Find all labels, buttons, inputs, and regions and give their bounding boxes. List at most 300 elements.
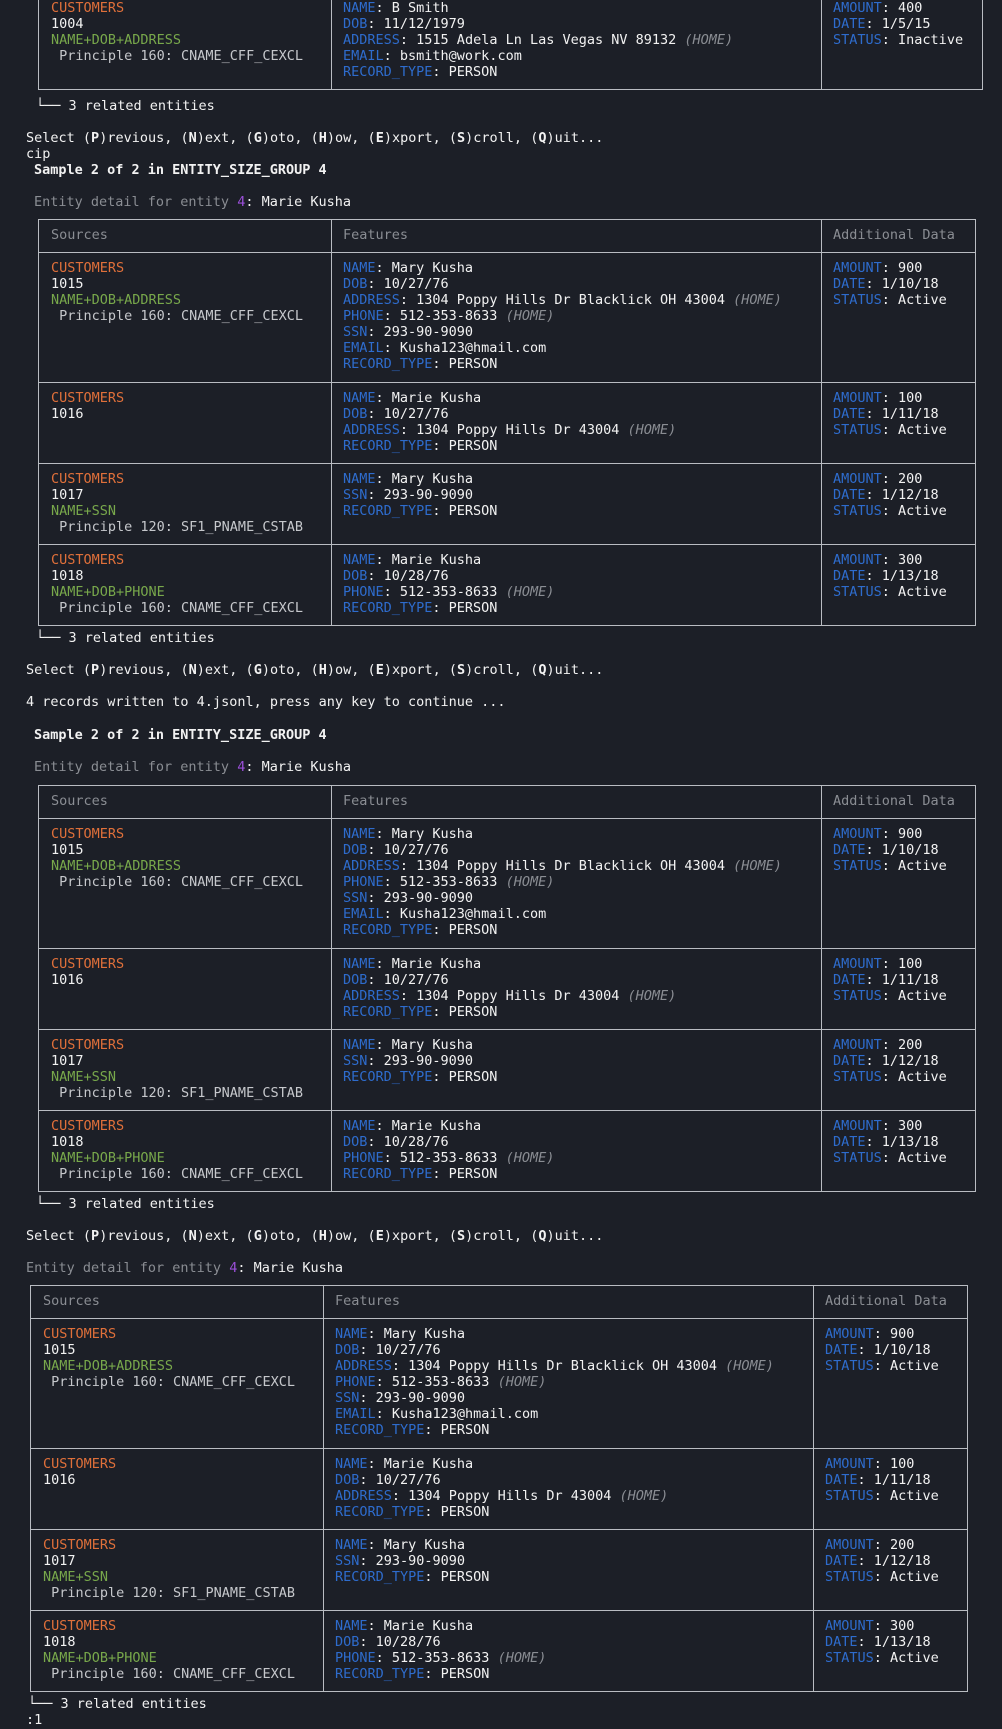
export-message: 4 records written to 4.jsonl, press any key to continue ... (26, 694, 506, 710)
source-name: CUSTOMERS (51, 0, 125, 16)
feature-key: AMOUNT (833, 260, 882, 276)
feature-key: DOB (343, 16, 368, 32)
feature-key: AMOUNT (833, 471, 882, 487)
feature-line: ADDRESS: 1304 Poppy Hills Dr Blacklick OH 43004 (HOME) (343, 858, 782, 874)
command-prompt: Select (P)revious, (N)ext, (G)oto, (H)ow, (E)xport, (S)croll, (Q)uit... (26, 662, 604, 678)
feature-line: ADDRESS: 1304 Poppy Hills Dr Blacklick OH 43004 (HOME) (343, 292, 782, 308)
entity-id: 4 (229, 1260, 238, 1276)
feature-value: 1304 Poppy Hills Dr Blacklick OH 43004 (408, 1358, 718, 1374)
entity-id: 4 (237, 759, 246, 775)
feature-key: DATE (833, 568, 866, 584)
prompt-key: N (188, 662, 197, 678)
sample-header: Sample 2 of 2 in ENTITY_SIZE_GROUP 4 (34, 162, 327, 178)
feature-line: DOB: 10/27/76 (335, 1472, 441, 1488)
feature-line: DATE: 1/13/18 (825, 1634, 931, 1650)
feature-key: PHONE (343, 584, 384, 600)
feature-line: RECORD_TYPE: PERSON (343, 600, 498, 616)
feature-value: Kusha123@hmail.com (399, 906, 547, 922)
feature-line: SSN: 293-90-9090 (343, 1053, 474, 1069)
feature-value: 10/28/76 (383, 568, 449, 584)
feature-line: STATUS: Active (825, 1650, 939, 1666)
principle: Principle 120: SF1_PNAME_CSTAB (43, 1585, 295, 1601)
record-id: 1017 (43, 1553, 76, 1569)
feature-key: RECORD_TYPE (343, 1004, 433, 1020)
feature-line: DATE: 1/12/18 (833, 1053, 939, 1069)
feature-value: 293-90-9090 (383, 1053, 474, 1069)
feature-line: AMOUNT: 300 (833, 1118, 923, 1134)
feature-line: RECORD_TYPE: PERSON (335, 1504, 490, 1520)
source-name: CUSTOMERS (51, 1118, 125, 1134)
command-input[interactable]: :1 (26, 1712, 43, 1728)
source-cell (51, 1037, 303, 1101)
feature-key: AMOUNT (825, 1456, 874, 1472)
source-name: CUSTOMERS (51, 471, 125, 487)
feature-key: DOB (343, 972, 368, 988)
feature-note: (HOME) (505, 584, 555, 600)
feature-key: DATE (825, 1634, 858, 1650)
feature-line: NAME: Marie Kusha (343, 552, 482, 568)
feature-key: DOB (343, 1134, 368, 1150)
feature-value: PERSON (448, 1069, 498, 1085)
feature-value: 300 (898, 1118, 923, 1134)
prompt-select-text: Select (26, 130, 83, 146)
principle: Principle 120: SF1_PNAME_CSTAB (51, 519, 303, 535)
feature-value: 1/10/18 (873, 1342, 931, 1358)
feature-value: Active (898, 584, 947, 600)
feature-line: STATUS: Active (833, 292, 947, 308)
feature-line: NAME: Mary Kusha (335, 1537, 466, 1553)
prompt-key: G (253, 662, 262, 678)
column-divider (331, 786, 332, 1191)
feature-line: NAME: Mary Kusha (343, 471, 474, 487)
feature-key: NAME (343, 390, 376, 406)
feature-key: RECORD_TYPE (335, 1504, 425, 1520)
feature-key: ADDRESS (343, 858, 400, 874)
records-table (38, 219, 976, 626)
feature-key: NAME (343, 471, 376, 487)
features-cell (335, 1456, 668, 1520)
record-id: 1018 (51, 1134, 84, 1150)
command-prompt: Select (P)revious, (N)ext, (G)oto, (H)ow, (E)xport, (S)croll, (Q)uit... (26, 1228, 604, 1244)
feature-line: EMAIL: Kusha123@hmail.com (343, 340, 547, 356)
feature-key: SSN (343, 890, 368, 906)
additional-data-cell (833, 956, 947, 1004)
source-cell (43, 1618, 295, 1682)
record-id: 1004 (51, 16, 84, 32)
feature-value: Active (890, 1358, 939, 1374)
feature-line: RECORD_TYPE: PERSON (343, 64, 498, 80)
feature-key: STATUS (825, 1650, 874, 1666)
feature-value: 10/27/76 (383, 406, 449, 422)
prompt-option-text: ow, (335, 1228, 368, 1244)
feature-value: Inactive (898, 32, 964, 48)
feature-key: DATE (825, 1342, 858, 1358)
feature-value: Active (898, 292, 947, 308)
feature-line: NAME: Marie Kusha (343, 390, 482, 406)
feature-key: EMAIL (343, 48, 384, 64)
prompt-key: G (253, 1228, 262, 1244)
feature-value: 512-353-8633 (391, 1374, 490, 1390)
features-cell (343, 390, 676, 454)
prompt-option-text: ext, (204, 130, 246, 146)
feature-value: Mary Kusha (391, 260, 474, 276)
feature-line: DATE: 1/13/18 (833, 568, 939, 584)
source-name: CUSTOMERS (51, 956, 125, 972)
prompt-option-text: xport, (391, 662, 449, 678)
feature-line: RECORD_TYPE: PERSON (343, 922, 498, 938)
feature-line: SSN: 293-90-9090 (343, 890, 474, 906)
additional-data-cell (833, 826, 947, 874)
feature-value: PERSON (440, 1422, 490, 1438)
feature-key: DATE (833, 972, 866, 988)
feature-line: PHONE: 512-353-8633 (HOME) (335, 1650, 547, 1666)
column-header-sources: Sources (51, 793, 108, 809)
feature-key: DATE (833, 406, 866, 422)
feature-line: NAME: Mary Kusha (343, 826, 474, 842)
prompt-option-text: croll, (473, 662, 531, 678)
feature-key: DOB (343, 842, 368, 858)
feature-value: 1515 Adela Ln Las Vegas NV 89132 (416, 32, 677, 48)
entity-detail-title (26, 1260, 343, 1276)
feature-line: NAME: Mary Kusha (343, 1037, 474, 1053)
feature-key: DATE (825, 1553, 858, 1569)
prompt-key: E (375, 1228, 384, 1244)
feature-line: ADDRESS: 1304 Poppy Hills Dr 43004 (HOME) (343, 988, 677, 1004)
feature-key: AMOUNT (833, 826, 882, 842)
source-cell (51, 390, 124, 422)
feature-value: 10/27/76 (383, 972, 449, 988)
match-key: NAME+DOB+PHONE (51, 1150, 165, 1166)
feature-line: EMAIL: Kusha123@hmail.com (335, 1406, 539, 1422)
row-divider (31, 1529, 967, 1530)
prompt-option-text: oto, (269, 1228, 311, 1244)
feature-line: AMOUNT: 200 (833, 1037, 923, 1053)
row-divider (39, 544, 975, 545)
feature-value: 200 (898, 1037, 923, 1053)
feature-value: 293-90-9090 (383, 324, 474, 340)
source-cell (51, 552, 303, 616)
feature-note: (HOME) (497, 1374, 547, 1390)
feature-value: 293-90-9090 (383, 890, 474, 906)
feature-key: DATE (833, 276, 866, 292)
feature-value: 900 (890, 1326, 915, 1342)
entity-detail-prefix: Entity detail for entity (34, 759, 238, 775)
prompt-key: E (375, 662, 384, 678)
feature-value: Mary Kusha (383, 1537, 466, 1553)
feature-value: Marie Kusha (391, 390, 482, 406)
principle: Principle 160: CNAME_CFF_CEXCL (43, 1666, 295, 1682)
feature-value: 1/12/18 (873, 1553, 931, 1569)
principle: Principle 160: CNAME_CFF_CEXCL (51, 874, 303, 890)
feature-line: AMOUNT: 200 (825, 1537, 915, 1553)
match-key: NAME+DOB+ADDRESS (43, 1358, 174, 1374)
feature-value: Active (898, 1150, 947, 1166)
feature-key: ADDRESS (343, 292, 400, 308)
feature-value: Marie Kusha (391, 1118, 482, 1134)
feature-key: STATUS (833, 1069, 882, 1085)
source-name: CUSTOMERS (51, 552, 125, 568)
feature-value: 1/13/18 (873, 1634, 931, 1650)
feature-value: PERSON (448, 503, 498, 519)
related-entities: └── 3 related entities (36, 1196, 215, 1212)
prompt-option-text: ext, (204, 1228, 246, 1244)
prompt-option-text: oto, (269, 130, 311, 146)
row-divider (31, 1318, 967, 1319)
feature-value: 200 (898, 471, 923, 487)
feature-line: PHONE: 512-353-8633 (HOME) (343, 308, 555, 324)
feature-line: SSN: 293-90-9090 (343, 487, 474, 503)
features-cell (343, 552, 554, 616)
feature-note: (HOME) (684, 32, 734, 48)
feature-line: PHONE: 512-353-8633 (HOME) (343, 874, 555, 890)
feature-key: DATE (833, 842, 866, 858)
feature-line: RECORD_TYPE: PERSON (343, 1004, 498, 1020)
prompt-key: N (188, 1228, 197, 1244)
match-key: NAME+DOB+ADDRESS (51, 858, 182, 874)
feature-key: DATE (833, 487, 866, 503)
prompt-key: P (91, 130, 100, 146)
row-divider (31, 1610, 967, 1611)
feature-value: 300 (890, 1618, 915, 1634)
feature-line: AMOUNT: 100 (833, 390, 923, 406)
feature-key: AMOUNT (833, 1037, 882, 1053)
feature-value: 100 (898, 390, 923, 406)
feature-value: 1/13/18 (881, 568, 939, 584)
record-id: 1016 (51, 972, 84, 988)
feature-value: 11/12/1979 (383, 16, 465, 32)
column-divider (323, 1286, 324, 1691)
feature-line: SSN: 293-90-9090 (335, 1390, 466, 1406)
match-key: NAME+SSN (51, 1069, 117, 1085)
additional-data-cell (833, 260, 947, 308)
feature-value: 1/5/15 (881, 16, 931, 32)
feature-value: 10/28/76 (375, 1634, 441, 1650)
feature-value: Marie Kusha (391, 956, 482, 972)
prompt-key: E (375, 130, 384, 146)
feature-line: DATE: 1/11/18 (833, 972, 939, 988)
feature-note: (HOME) (627, 422, 677, 438)
feature-value: 1/11/18 (881, 406, 939, 422)
feature-line: STATUS: Active (833, 422, 947, 438)
records-table (38, 785, 976, 1192)
feature-key: AMOUNT (833, 0, 882, 16)
feature-value: 10/27/76 (383, 276, 449, 292)
feature-key: DOB (343, 406, 368, 422)
entity-detail-title (34, 759, 351, 775)
feature-line: AMOUNT: 300 (825, 1618, 915, 1634)
feature-key: AMOUNT (825, 1537, 874, 1553)
feature-value: Marie Kusha (383, 1618, 474, 1634)
feature-key: AMOUNT (833, 1118, 882, 1134)
source-cell (43, 1456, 116, 1488)
prompt-select-text: Select (26, 662, 83, 678)
prompt-option-text: revious, (107, 662, 181, 678)
feature-key: ADDRESS (343, 32, 400, 48)
feature-key: DOB (343, 568, 368, 584)
feature-line: DATE: 1/11/18 (833, 406, 939, 422)
feature-line: DATE: 1/13/18 (833, 1134, 939, 1150)
column-divider (821, 220, 822, 625)
entity-separator: : (245, 194, 262, 210)
prompt-option-text: ow, (335, 662, 368, 678)
feature-line: AMOUNT: 200 (833, 471, 923, 487)
record-id: 1015 (43, 1342, 76, 1358)
features-cell (343, 1118, 554, 1182)
feature-line: STATUS: Active (833, 858, 947, 874)
column-header-sources: Sources (43, 1293, 100, 1309)
feature-key: RECORD_TYPE (335, 1422, 425, 1438)
feature-key: DATE (825, 1472, 858, 1488)
records-table-top (38, 0, 983, 90)
feature-line: NAME: Mary Kusha (335, 1326, 466, 1342)
related-entities: └── 3 related entities (36, 98, 215, 114)
features-cell (343, 1037, 497, 1085)
feature-value: PERSON (448, 438, 498, 454)
feature-line: DOB: 10/28/76 (335, 1634, 441, 1650)
feature-key: NAME (343, 1037, 376, 1053)
feature-key: DOB (343, 276, 368, 292)
feature-key: STATUS (833, 292, 882, 308)
feature-line: STATUS: Active (825, 1569, 939, 1585)
feature-key: RECORD_TYPE (335, 1666, 425, 1682)
source-cell (43, 1326, 295, 1390)
prompt-option-text: xport, (391, 1228, 449, 1244)
additional-data-cell (825, 1618, 939, 1666)
source-cell (43, 1537, 295, 1601)
row-divider (39, 463, 975, 464)
prompt-option-text: uit... (554, 130, 604, 146)
feature-key: NAME (343, 260, 376, 276)
feature-line: AMOUNT: 300 (833, 552, 923, 568)
feature-line: DOB: 10/27/76 (343, 972, 449, 988)
feature-key: STATUS (833, 584, 882, 600)
source-name: CUSTOMERS (43, 1326, 117, 1342)
feature-value: 1/12/18 (881, 1053, 939, 1069)
feature-value: PERSON (448, 1004, 498, 1020)
feature-line: RECORD_TYPE: PERSON (335, 1569, 490, 1585)
feature-value: 1/10/18 (881, 842, 939, 858)
features-cell (343, 956, 676, 1020)
feature-line: RECORD_TYPE: PERSON (343, 356, 498, 372)
column-divider (331, 220, 332, 625)
feature-value: Active (890, 1569, 939, 1585)
prompt-option-text: croll, (473, 1228, 531, 1244)
match-key: NAME+DOB+PHONE (51, 584, 165, 600)
feature-key: EMAIL (343, 340, 384, 356)
feature-line: AMOUNT: 900 (825, 1326, 915, 1342)
prompt-key: Q (538, 1228, 547, 1244)
prompt-option-text: uit... (554, 662, 604, 678)
prompt-option-text: revious, (107, 130, 181, 146)
additional-data-cell (833, 1118, 947, 1166)
feature-key: SSN (343, 324, 368, 340)
feature-line: DATE: 1/10/18 (833, 842, 939, 858)
entity-separator: : (237, 1260, 254, 1276)
record-id: 1016 (43, 1472, 76, 1488)
feature-value: Active (890, 1650, 939, 1666)
feature-value: 200 (890, 1537, 915, 1553)
source-cell (51, 826, 303, 890)
feature-line: EMAIL: Kusha123@hmail.com (343, 906, 547, 922)
feature-key: STATUS (833, 32, 882, 48)
feature-value: 1/12/18 (881, 487, 939, 503)
feature-line: STATUS: Inactive (833, 32, 964, 48)
feature-key: RECORD_TYPE (343, 356, 433, 372)
entity-name: Marie Kusha (253, 1260, 344, 1276)
features-cell (343, 471, 497, 519)
feature-key: EMAIL (343, 906, 384, 922)
feature-key: ADDRESS (343, 988, 400, 1004)
feature-value: 300 (898, 552, 923, 568)
feature-value: B Smith (391, 0, 449, 16)
feature-key: RECORD_TYPE (343, 1069, 433, 1085)
source-name: CUSTOMERS (51, 390, 125, 406)
feature-line: STATUS: Active (825, 1488, 939, 1504)
prompt-option-text: oto, (269, 662, 311, 678)
feature-line: ADDRESS: 1304 Poppy Hills Dr 43004 (HOME) (335, 1488, 669, 1504)
feature-key: RECORD_TYPE (343, 1166, 433, 1182)
additional-data-cell (825, 1537, 939, 1585)
feature-line: NAME: Marie Kusha (343, 1118, 482, 1134)
feature-line: AMOUNT: 900 (833, 260, 923, 276)
feature-line: NAME: B Smith (343, 0, 449, 16)
feature-value: 1/10/18 (881, 276, 939, 292)
feature-line: PHONE: 512-353-8633 (HOME) (343, 584, 555, 600)
feature-value: Marie Kusha (383, 1456, 474, 1472)
prompt-option-text: xport, (391, 130, 449, 146)
feature-key: DOB (335, 1634, 360, 1650)
additional-data-cell (833, 552, 947, 600)
prompt-key: P (91, 1228, 100, 1244)
source-name: CUSTOMERS (43, 1618, 117, 1634)
feature-key: DOB (335, 1342, 360, 1358)
feature-line: AMOUNT: 100 (825, 1456, 915, 1472)
feature-value: 400 (898, 0, 923, 16)
prompt-key: H (318, 130, 327, 146)
feature-value: Active (898, 858, 947, 874)
feature-key: PHONE (343, 874, 384, 890)
feature-line: SSN: 293-90-9090 (343, 324, 474, 340)
feature-note: (HOME) (627, 988, 677, 1004)
feature-value: 1/11/18 (881, 972, 939, 988)
feature-line: DATE: 1/12/18 (825, 1553, 931, 1569)
row-divider (39, 1110, 975, 1111)
match-key: NAME+DOB+ADDRESS (51, 32, 182, 48)
feature-line: RECORD_TYPE: PERSON (335, 1422, 490, 1438)
feature-value: 900 (898, 260, 923, 276)
feature-note: (HOME) (505, 874, 555, 890)
column-header-additional: Additional Data (833, 227, 955, 243)
column-header-additional: Additional Data (833, 793, 955, 809)
record-id: 1015 (51, 276, 84, 292)
feature-key: NAME (335, 1326, 368, 1342)
row-divider (39, 382, 975, 383)
feature-key: SSN (335, 1553, 360, 1569)
entity-separator: : (245, 759, 262, 775)
column-header-features: Features (343, 227, 409, 243)
feature-line: NAME: Marie Kusha (335, 1618, 474, 1634)
feature-value: PERSON (440, 1504, 490, 1520)
entity-name: Marie Kusha (261, 759, 352, 775)
feature-key: NAME (343, 826, 376, 842)
column-header-sources: Sources (51, 227, 108, 243)
feature-value: 10/27/76 (383, 842, 449, 858)
feature-key: AMOUNT (833, 956, 882, 972)
feature-line: RECORD_TYPE: PERSON (343, 1166, 498, 1182)
row-divider (39, 818, 975, 819)
feature-key: STATUS (825, 1358, 874, 1374)
feature-key: AMOUNT (825, 1326, 874, 1342)
